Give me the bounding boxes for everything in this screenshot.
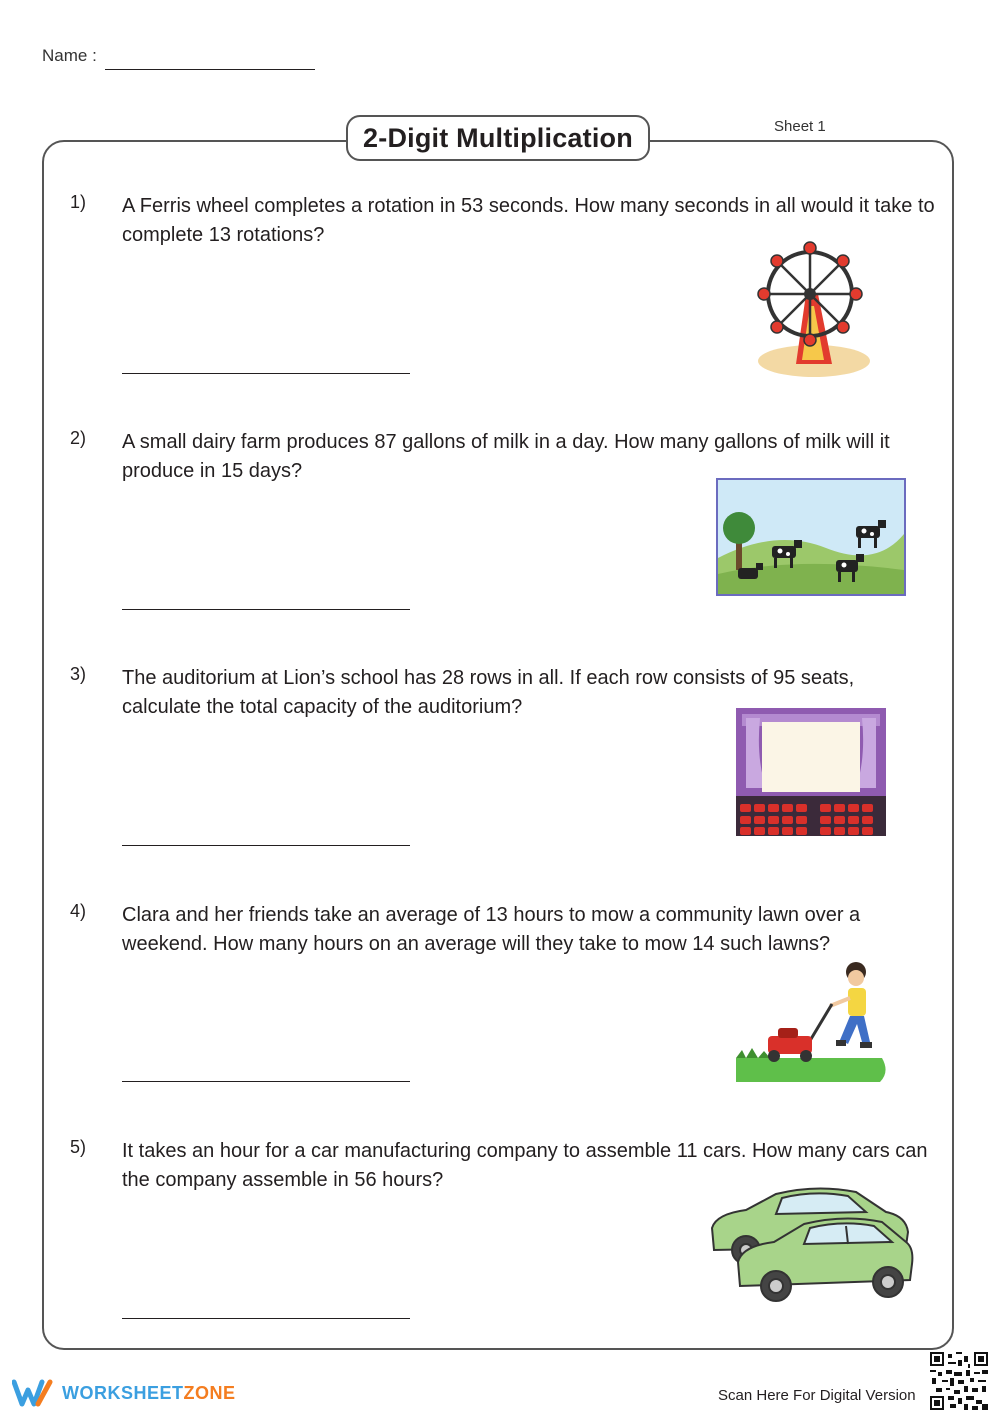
- answer-line-2[interactable]: [122, 609, 410, 610]
- worksheet-title: 2-Digit Multiplication: [346, 115, 650, 161]
- scan-instruction: Scan Here For Digital Version: [718, 1387, 916, 1404]
- cows-on-farm-icon: [716, 478, 906, 596]
- two-cars-icon: [706, 1184, 916, 1304]
- auditorium-stage-icon: [736, 708, 886, 836]
- ferris-wheel-icon: [748, 236, 874, 380]
- worksheetzone-logo[interactable]: [12, 1378, 236, 1408]
- question-text: Clara and her friends take an average of 13 hours to mow a community lawn over a weekend. How many hours on an average will they take to mow 14 such lawns?: [122, 904, 861, 955]
- logo-text-worksheet: WORKSHEET: [62, 1382, 184, 1403]
- question-number: 1): [70, 192, 87, 212]
- worksheetzone-logo-icon: [12, 1378, 56, 1408]
- sheet-label: Sheet 1: [774, 118, 826, 135]
- qr-code-icon[interactable]: [930, 1352, 988, 1410]
- answer-line-4[interactable]: [122, 1081, 410, 1082]
- question-number: 2): [70, 428, 87, 448]
- question-number: 5): [70, 1137, 87, 1157]
- name-field-line[interactable]: [105, 69, 315, 70]
- question-number: 4): [70, 901, 87, 921]
- person-mowing-lawn-icon: [732, 958, 892, 1086]
- question-text: It takes an hour for a car manufacturing company to assemble 11 cars. How many cars can the company assemble in 56 hours?: [122, 1140, 928, 1191]
- question-number: 3): [70, 664, 87, 684]
- answer-line-5[interactable]: [122, 1318, 410, 1319]
- question-text: A Ferris wheel completes a rotation in 53 seconds. How many seconds in all would it take to complete 13 rotations?: [122, 195, 935, 246]
- question-text: A small dairy farm produces 87 gallons of milk in a day. How many gallons of milk will it produce in 15 days?: [122, 431, 890, 482]
- logo-wordmark: [62, 1383, 236, 1404]
- answer-line-3[interactable]: [122, 845, 410, 846]
- name-label: Name :: [42, 46, 97, 65]
- question-text: The auditorium at Lion’s school has 28 rows in all. If each row consists of 95 seats, calculate the total capacity of the auditorium?: [122, 667, 855, 718]
- logo-text-zone: ZONE: [183, 1382, 236, 1403]
- answer-line-1[interactable]: [122, 373, 410, 374]
